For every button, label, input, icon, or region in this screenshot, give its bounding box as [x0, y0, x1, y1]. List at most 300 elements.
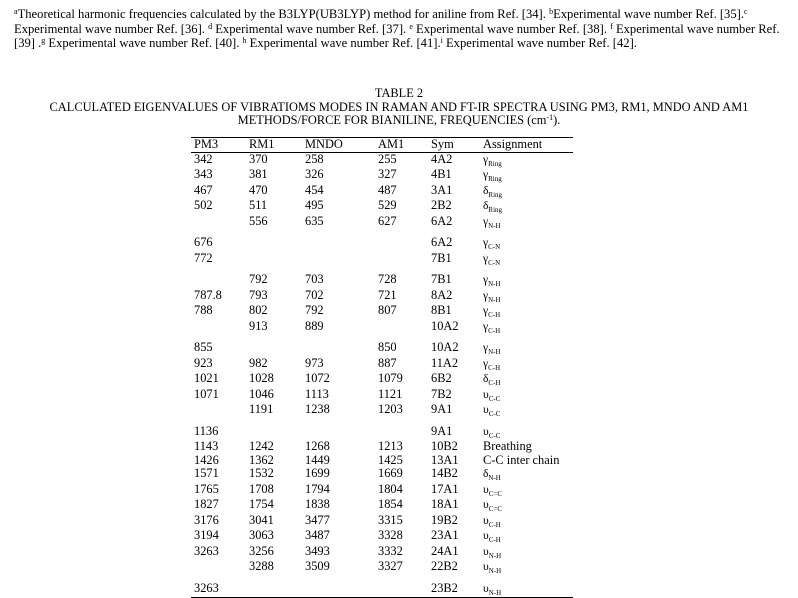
cell-sym: 23B2 [428, 582, 480, 598]
table-row [191, 483, 573, 499]
cell-am1 [375, 320, 428, 336]
table-body [191, 152, 573, 598]
table-row [191, 199, 573, 215]
cell-am1: 1425 [378, 452, 403, 467]
cell-am1: 1079 [378, 371, 403, 385]
mode-symbol: υ [483, 561, 489, 573]
cell-am1: 627 [378, 213, 397, 228]
cell-pm3: 3194 [194, 528, 219, 542]
cell-sym: 10B2 [431, 439, 458, 453]
cell-am1: 529 [378, 198, 397, 212]
cell-pm3: 1136 [194, 423, 219, 438]
mode-subscript: C=C [488, 505, 502, 513]
cell-rm1 [246, 341, 302, 357]
cell-assignment [480, 582, 573, 598]
footnote-text: Experimental wave number Ref. [35]. [553, 7, 744, 21]
table-row [191, 273, 573, 289]
mode-symbol: γ [483, 357, 489, 370]
cell-assignment [480, 560, 573, 576]
cell-am1: 487 [378, 182, 397, 197]
mode-symbol: γ [483, 252, 489, 265]
cell-mndo: 3493 [305, 543, 330, 558]
assignment-symbol [483, 185, 502, 197]
assignment-symbol [483, 200, 502, 212]
mode-symbol: δ [483, 468, 489, 480]
table-row [191, 289, 573, 305]
cell-assignment [480, 388, 573, 404]
cell-rm1: 1362 [249, 452, 274, 467]
mode-symbol: γ [483, 169, 489, 181]
footnote-mark: e [409, 21, 413, 31]
cell-am1 [375, 425, 428, 441]
cell-rm1: 793 [249, 287, 268, 302]
table-row [191, 545, 573, 561]
mode-symbol: υ [483, 514, 489, 527]
mode-subscript: C-N [488, 258, 501, 267]
cell-am1: 327 [378, 167, 397, 181]
cell-pm3: 467 [194, 182, 213, 197]
cell-assignment [480, 483, 573, 499]
cell-am1 [375, 252, 428, 268]
cell-mndo: 889 [305, 318, 324, 333]
footnote-text: Experimental wave number Ref. [42]. [442, 36, 637, 51]
mode-subscript: N-H [488, 280, 501, 288]
cell-sym: 6B2 [431, 371, 452, 385]
mode-subscript: C-H [488, 363, 501, 372]
mode-subscript: Ring [488, 159, 502, 168]
cell-sym: 23A1 [431, 528, 459, 542]
cell-mndo: 1268 [305, 439, 330, 453]
footnote-text: Experimental wave number Ref. [40]. [45, 36, 243, 51]
cell-sym: 3A1 [431, 182, 453, 197]
mode-subscript: C-C [488, 394, 501, 403]
table-row [191, 372, 573, 388]
mode-subscript: C-C [488, 431, 501, 440]
cell-sym: 11A2 [431, 355, 459, 370]
mode-subscript: N-H [488, 551, 502, 560]
mode-symbol: γ [483, 320, 489, 333]
mode-subscript: N-H [488, 221, 501, 230]
cell-pm3: 342 [194, 151, 213, 166]
header-am1: AM1 [375, 138, 428, 153]
cell-rm1 [246, 236, 302, 252]
cell-rm1: 1028 [249, 371, 274, 385]
cell-pm3: 1571 [194, 466, 219, 480]
cell-sym: 4A2 [431, 151, 453, 166]
cell-sym: 7B1 [431, 272, 452, 286]
cell-mndo: 1699 [305, 466, 330, 480]
cell-am1: 3328 [378, 528, 403, 542]
assignment-symbol [483, 373, 500, 385]
cell-mndo: 1072 [305, 371, 330, 385]
cell-rm1: 556 [249, 213, 268, 228]
assignment-symbol [483, 561, 501, 573]
table-title-unit-sup: -1 [546, 113, 554, 122]
footnote-mark: b [549, 7, 554, 16]
assignment-symbol [483, 342, 501, 354]
table-row [191, 582, 573, 598]
mode-symbol: υ [483, 388, 489, 401]
cell-rm1: 3256 [249, 543, 274, 558]
cell-am1: 1213 [378, 439, 403, 453]
cell-pm3: 772 [194, 250, 213, 265]
cell-mndo [302, 252, 375, 268]
cell-sym: 7B2 [431, 386, 452, 401]
cell-mndo: 792 [305, 303, 324, 317]
assignment-symbol [483, 290, 501, 302]
mode-symbol: γ [483, 342, 489, 354]
cell-mndo [302, 425, 375, 441]
footnote-text: Experimental wave number Ref. [41]. [246, 36, 441, 51]
table-row [191, 252, 573, 268]
cell-am1 [375, 236, 428, 252]
table-row [191, 560, 573, 576]
footnote-mark: a [14, 7, 18, 16]
cell-mndo: 326 [305, 167, 324, 181]
table-row [191, 529, 573, 545]
assignment-symbol [483, 305, 500, 317]
cell-assignment [480, 467, 573, 483]
mode-subscript: N-H [488, 588, 502, 597]
assignment-symbol [483, 389, 500, 401]
cell-am1: 1121 [378, 386, 403, 401]
cell-am1: 255 [378, 151, 397, 166]
cell-assignment [480, 252, 573, 268]
cell-assignment [480, 357, 573, 373]
assignment-symbol [483, 358, 500, 370]
mode-subscript: C-H [488, 520, 501, 529]
cell-assignment [480, 498, 573, 514]
header-pm3: PM3 [191, 138, 246, 153]
cell-assignment [480, 304, 573, 320]
cell-mndo: 1794 [305, 481, 330, 496]
cell-pm3: 1827 [194, 497, 219, 511]
cell-rm1: 3063 [249, 528, 274, 542]
mode-symbol: γ [483, 237, 489, 249]
cell-sym: 24A1 [431, 543, 459, 558]
assignment-symbol [483, 321, 500, 333]
assignment-symbol [483, 274, 501, 286]
assignment-symbol [483, 546, 501, 558]
cell-assignment [480, 514, 573, 530]
assignment-symbol [483, 237, 500, 249]
table-row [191, 467, 573, 483]
footnote-text: Experimental wave number Ref. [38]. [412, 21, 611, 36]
mode-subscript: C-H [488, 326, 501, 335]
mode-subscript: N-H [488, 295, 501, 304]
cell-pm3: 1071 [194, 386, 219, 401]
cell-pm3: 855 [194, 340, 213, 354]
assignment-symbol [483, 484, 502, 496]
cell-sym: 8B1 [431, 303, 452, 317]
assignment-symbol [483, 515, 501, 527]
cell-rm1 [246, 252, 302, 268]
cell-rm1: 3288 [249, 559, 274, 573]
cell-pm3: 1021 [194, 371, 219, 385]
cell-am1: 728 [378, 272, 397, 286]
cell-mndo: 1449 [305, 452, 330, 467]
mode-symbol: γ [483, 215, 489, 228]
cell-assignment [480, 320, 573, 336]
table-row [191, 168, 573, 184]
frequency-table [191, 137, 573, 598]
cell-am1: 1669 [378, 466, 403, 480]
mode-symbol: υ [483, 545, 489, 558]
cell-sym: 8A2 [431, 287, 453, 302]
mode-subscript: C-H [488, 536, 501, 544]
cell-am1 [375, 582, 428, 598]
cell-mndo: 1838 [305, 497, 330, 511]
cell-am1: 1804 [378, 481, 403, 496]
assignment-symbol [483, 404, 500, 416]
header-rm1: RM1 [246, 138, 302, 153]
mode-subscript: Ring [488, 206, 503, 214]
cell-rm1: 913 [249, 318, 268, 333]
cell-rm1: 982 [249, 355, 268, 370]
table-title-line1: CALCULATED EIGENVALUES OF VIBRATIOMS MODES IN RAMAN AND FT-IR SPECTRA USING PM3, RM1, MNDO AND AM1 [49, 100, 749, 114]
cell-sym: 17A1 [431, 481, 459, 496]
table-title-line2 [0, 113, 798, 127]
cell-mndo: 703 [305, 272, 324, 286]
cell-sym: 9A1 [431, 402, 453, 416]
mode-symbol: υ [483, 425, 489, 438]
cell-rm1: 381 [249, 167, 268, 181]
table-row [191, 514, 573, 530]
assignment-symbol [483, 154, 502, 166]
table-row [191, 425, 573, 441]
table-row [191, 236, 573, 252]
cell-mndo: 3477 [305, 512, 330, 527]
cell-assignment [480, 425, 573, 441]
cell-assignment [480, 215, 573, 231]
mode-symbol: υ [483, 582, 489, 595]
cell-sym: 19B2 [431, 512, 458, 527]
assignment-symbol [483, 530, 501, 542]
cell-pm3: 3263 [191, 582, 246, 598]
cell-mndo: 702 [305, 287, 324, 302]
mode-symbol: υ [483, 404, 489, 416]
cell-rm1: 3041 [249, 512, 274, 527]
cell-pm3: 923 [194, 355, 213, 370]
cell-pm3: 1143 [194, 439, 219, 453]
cell-pm3: 676 [194, 235, 213, 249]
cell-pm3 [191, 560, 246, 576]
cell-mndo: 973 [305, 355, 324, 370]
cell-mndo: 3509 [305, 559, 330, 573]
cell-rm1: 1191 [249, 402, 274, 416]
cell-assignment [480, 454, 573, 468]
cell-rm1 [246, 582, 302, 598]
cell-mndo: 635 [305, 213, 324, 228]
header-assignment: Assignment [480, 138, 573, 153]
cell-pm3 [191, 273, 246, 289]
table-row [191, 152, 573, 168]
table-row [191, 403, 573, 419]
cell-pm3 [191, 215, 246, 231]
cell-assignment [480, 372, 573, 388]
cell-sym: 14B2 [431, 466, 458, 480]
cell-mndo: 1113 [305, 386, 329, 401]
cell-am1: 850 [378, 340, 397, 354]
cell-mndo [302, 341, 375, 357]
table-row [191, 184, 573, 200]
cell-rm1: 792 [249, 272, 268, 286]
cell-assignment [480, 199, 573, 215]
mode-symbol: γ [483, 153, 489, 166]
mode-subscript: C-C [488, 410, 501, 418]
mode-symbol: υ [483, 499, 489, 511]
mode-symbol: υ [483, 483, 489, 496]
mode-symbol: γ [483, 305, 489, 317]
cell-pm3: 1765 [194, 481, 219, 496]
cell-assignment [480, 168, 573, 184]
mode-subscript: C-H [488, 379, 501, 387]
footnote-mark: c [744, 7, 748, 16]
table-row [191, 215, 573, 231]
footnote-text: Theoretical harmonic frequencies calculated by the B3LYP(UB3LYP) method for aniline from Ref. [34]. [17, 7, 550, 21]
cell-sym: 18A1 [431, 497, 459, 511]
mode-subscript: Ring [488, 175, 502, 183]
cell-sym: 6A2 [431, 213, 453, 228]
footnote-mark: h [242, 36, 247, 46]
cell-sym: 22B2 [431, 559, 458, 573]
cell-assignment [480, 403, 573, 419]
table-title-line2-text: METHODS/FORCE FOR BIANILINE, FREQUENCIES (cm [237, 113, 547, 127]
cell-rm1: 1754 [249, 497, 274, 511]
cell-assignment [480, 289, 573, 305]
mode-subscript: N-H [488, 567, 502, 575]
cell-assignment [480, 273, 573, 289]
cell-sym: 2B2 [431, 198, 452, 212]
footnote-mark: f [610, 21, 613, 31]
footnote-mark: d [208, 21, 213, 31]
footnotes [14, 7, 789, 51]
cell-am1: 1203 [378, 402, 403, 416]
cell-mndo: 454 [305, 182, 324, 197]
mode-symbol: δ [483, 184, 489, 197]
cell-pm3: 787.8 [194, 287, 222, 302]
mode-subscript: C-N [488, 243, 501, 251]
mode-symbol: υ [483, 530, 489, 542]
cell-pm3: 1426 [194, 452, 219, 467]
table-row [191, 388, 573, 404]
cell-assignment [480, 184, 573, 200]
assignment-text: Breathing [483, 439, 532, 453]
cell-pm3 [191, 403, 246, 419]
cell-am1: 887 [378, 355, 397, 370]
table-row [191, 498, 573, 514]
table-number: TABLE 2 [374, 86, 424, 100]
cell-am1: 807 [378, 303, 397, 317]
cell-assignment [480, 236, 573, 252]
mode-subscript: C=C [488, 489, 502, 498]
table-row [191, 341, 573, 357]
cell-assignment [480, 152, 573, 168]
assignment-symbol [483, 499, 502, 511]
cell-am1: 721 [378, 287, 397, 302]
cell-am1: 3327 [378, 559, 403, 573]
cell-rm1: 802 [249, 303, 268, 317]
cell-pm3: 3263 [194, 543, 219, 558]
cell-mndo: 3487 [305, 528, 330, 542]
table-row [191, 440, 573, 454]
cell-rm1: 370 [249, 151, 268, 166]
cell-rm1: 1046 [249, 386, 274, 401]
mode-symbol: γ [483, 289, 489, 302]
cell-mndo [302, 582, 375, 598]
footnote-mark: i [440, 36, 443, 46]
cell-pm3 [191, 320, 246, 336]
table-header-row [191, 138, 573, 153]
cell-pm3: 502 [194, 198, 213, 212]
cell-rm1: 1708 [249, 481, 274, 496]
table-row [191, 320, 573, 336]
assignment-symbol [483, 583, 501, 595]
footnote-text: Experimental wave number Ref. [37]. [212, 21, 410, 36]
cell-assignment [480, 545, 573, 561]
cell-rm1: 1242 [249, 439, 274, 453]
cell-rm1 [246, 425, 302, 441]
mode-subscript: Ring [488, 190, 503, 199]
cell-am1: 1854 [378, 497, 403, 511]
cell-sym: 13A1 [431, 452, 459, 467]
table-row [191, 454, 573, 468]
cell-rm1: 470 [249, 182, 268, 197]
cell-am1: 3332 [378, 543, 403, 558]
table-title-end: ). [553, 113, 561, 127]
cell-sym: 6A2 [431, 235, 453, 249]
assignment-symbol [483, 169, 502, 181]
cell-pm3: 3176 [194, 512, 219, 527]
cell-mndo [302, 236, 375, 252]
cell-sym: 10A2 [431, 318, 459, 333]
assignment-symbol [483, 468, 501, 480]
mode-symbol: γ [483, 274, 489, 286]
mode-subscript: N-H [488, 348, 501, 356]
mode-subscript: C-H [488, 311, 501, 319]
header-sym: Sym [428, 138, 480, 153]
assignment-symbol [483, 426, 500, 438]
mode-subscript: N-H [488, 474, 501, 482]
cell-sym: 9A1 [431, 423, 453, 438]
footnote-text: Experimental wave number Ref. [36]. [14, 21, 209, 36]
mode-symbol: δ [483, 373, 489, 385]
cell-pm3: 343 [194, 167, 213, 181]
cell-pm3: 788 [194, 303, 213, 317]
table-row [191, 304, 573, 320]
cell-assignment [480, 529, 573, 545]
cell-sym: 10A2 [431, 340, 459, 354]
cell-assignment [480, 341, 573, 357]
cell-mndo: 495 [305, 198, 324, 212]
footnote-mark: g [41, 36, 46, 46]
assignment-symbol [483, 253, 500, 265]
cell-mndo: 258 [305, 151, 324, 166]
cell-sym: 7B1 [431, 250, 452, 265]
mode-symbol: δ [483, 200, 489, 212]
assignment-text: C-C inter chain [483, 452, 560, 467]
cell-sym: 4B1 [431, 167, 452, 181]
cell-rm1: 511 [249, 198, 268, 212]
assignment-symbol [483, 216, 501, 228]
cell-mndo: 1238 [305, 402, 330, 416]
footnote-text: Experimental wave number Ref. [39] . [14, 21, 780, 51]
header-mndo: MNDO [302, 138, 375, 153]
cell-assignment [480, 440, 573, 454]
table-row [191, 357, 573, 373]
cell-rm1: 1532 [249, 466, 274, 480]
cell-am1: 3315 [378, 512, 403, 527]
